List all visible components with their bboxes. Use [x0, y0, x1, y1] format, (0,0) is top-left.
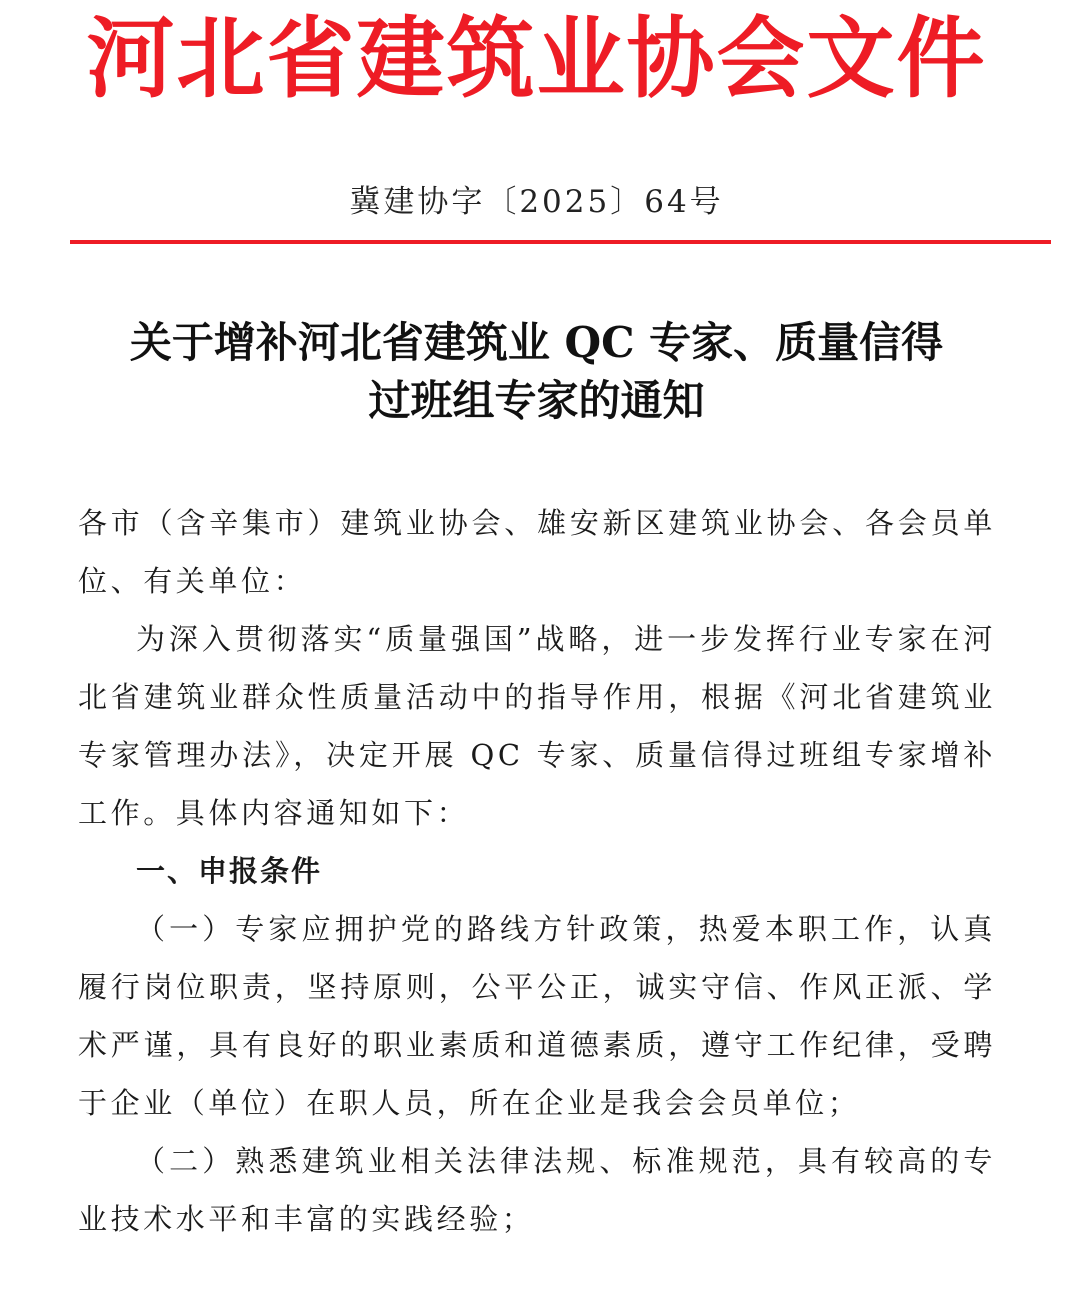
- notice-title-line-2: 过班组专家的通知: [368, 376, 705, 425]
- notice-title: [40, 314, 1033, 430]
- condition-item-1: （一）专家应拥护党的路线方针政策，热爱本职工作，认真履行岗位职责，坚持原则，公平公正，诚实守信、作风正派、学术严谨，具有良好的职业素质和道德素质，遵守工作纪律，受聘于企业（单位）在职人员，所在企业是我会会员单位；: [78, 912, 996, 1120]
- intro-paragraph: 为深入贯彻落实“质量强国”战略，进一步发挥行业专家在河北省建筑业群众性质量活动中的指导作用，根据《河北省建筑业专家管理办法》，决定开展 QC 专家、质量信得过班组专家增补工作。具体内容通知如下：: [78, 622, 996, 830]
- notice-title-line-1: 关于增补河北省建筑业 QC 专家、质量信得: [129, 318, 944, 367]
- salutation: 各市（含辛集市）建筑业协会、雄安新区建筑业协会、各会员单位、有关单位：: [78, 506, 996, 598]
- red-divider: [70, 240, 1051, 244]
- organization-title: 河北省建筑业协会文件: [86, 6, 987, 110]
- condition-item-2: （二）熟悉建筑业相关法律法规、标准规范，具有较高的专业技术水平和丰富的实践经验；: [78, 1144, 996, 1236]
- notice-body: [78, 494, 996, 1248]
- section-heading-1: 一、申报条件: [136, 854, 323, 888]
- document-number: 冀建协字〔2025〕64号: [349, 184, 724, 220]
